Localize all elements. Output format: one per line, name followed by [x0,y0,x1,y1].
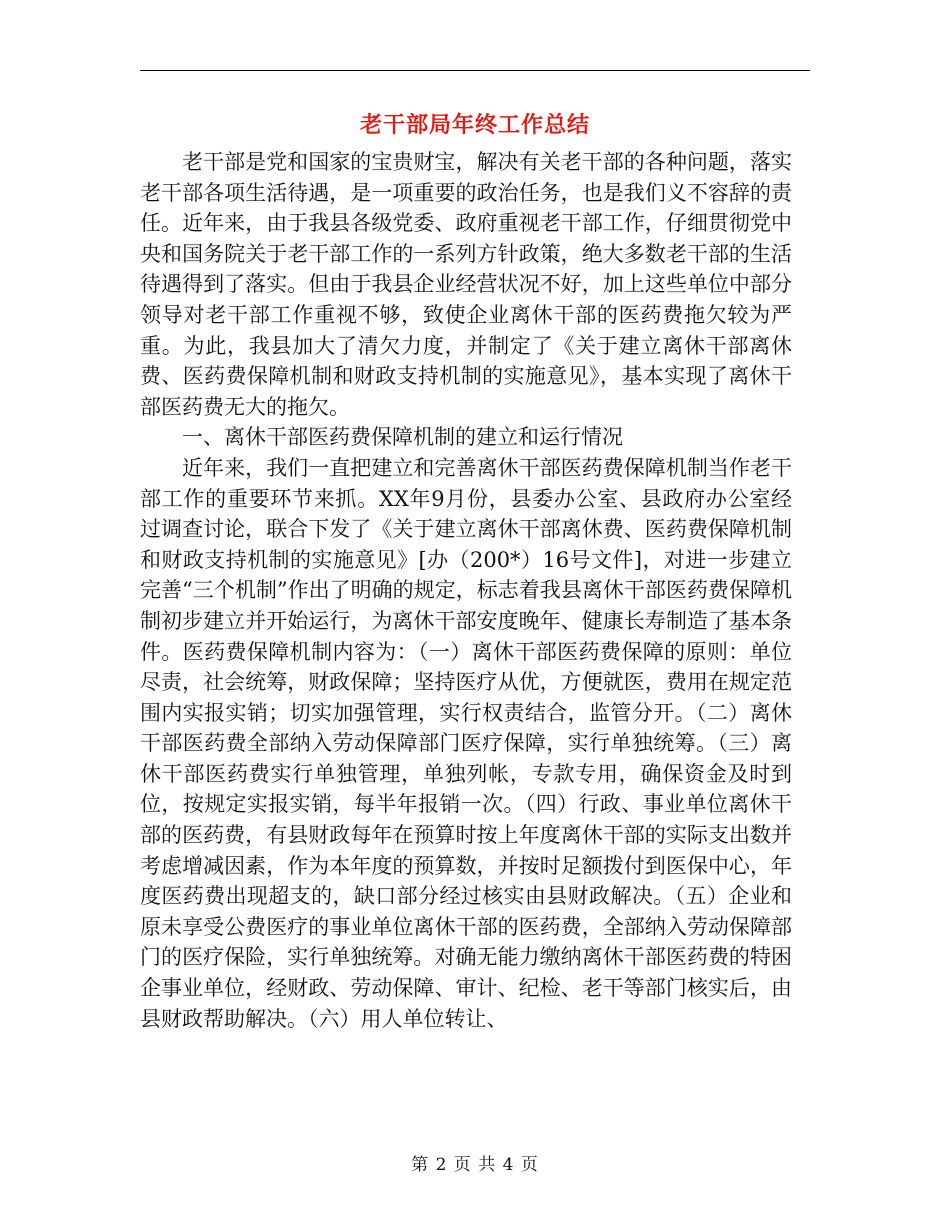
document-body [140,147,792,1034]
section-heading: 一、离休干部医药费保障机制的建立和运行情况 [182,425,623,450]
document-title: 老干部局年终工作总结 [359,112,590,138]
paragraph-mechanism: 近年来，我们一直把建立和完善离休干部医药费保障机制当作老干部工作的重要环节来抓。XX年9月份，县委办公室、县政府办公室经过调查讨论，联合下发了《关于建立离休干部离休费、医药费保障机制和财政支持机制的实施意见》[办（200*）16号文件]，对进一步建立完善“三个机制”作出了明确的规定，标志着我县离休干部医药费保障机制初步建立并开始运行，为离休干部安度晚年、健康长寿制造了基本条件。医药费保障机制内容为：（一）离休干部医药费保障的原则：单位尽责，社会统筹，财政保障；坚持医疗从优，方便就医，费用在规定范围内实报实销；切实加强管理，实行权责结合，监管分开。（二）离休干部医药费全部纳入劳动保障部门医疗保障，实行单独统筹。（三）离休干部医药费实行单独管理，单独列帐，专款专用，确保资金及时到位，按规定实报实销，每半年报销一次。（四）行政、事业单位离休干部的医药费，有县财政每年在预算时按上年度离休干部的实际支出数并考虑增减因素，作为本年度的预算数，并按时足额拨付到医保中心，年度医药费出现超支的，缺口部分经过核实由县财政解决。（五）企业和原未享受公费医疗的事业单位离休干部的医药费，全部纳入劳动保障部门的医疗保险，实行单独统筹。对确无能力缴纳离休干部医药费的特困企事业单位，经财政、劳动保障、审计、纪检、老干等部门核实后，由县财政帮助解决。（六）用人单位转让、 [140,455,792,1031]
paragraph-intro: 老干部是党和国家的宝贵财宝，解决有关老干部的各种问题，落实老干部各项生活待遇，是一项重要的政治任务，也是我们义不容辞的责任。近年来，由于我县各级党委、政府重视老干部工作，仔细贯彻党中央和国务院关于老干部工作的一系列方针政策，绝大多数老干部的生活待遇得到了落实。但由于我县企业经营状况不好，加上这些单位中部分领导对老干部工作重视不够，致使企业离休干部的医药费拖欠较为严重。为此，我县加大了清欠力度，并制定了《关于建立离休干部离休费、医药费保障机制和财政支持机制的实施意见》，基本实现了离休干部医药费无大的拖欠。 [140,150,792,419]
header-rule [140,70,810,71]
page-number: 第 2 页 共 4 页 [411,1155,539,1175]
